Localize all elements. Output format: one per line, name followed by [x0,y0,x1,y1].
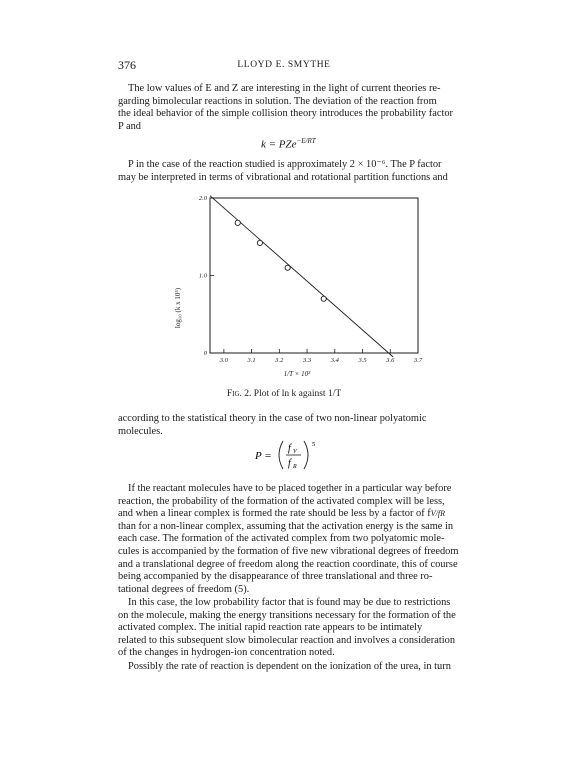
equation-p-num-sub: V [293,449,297,455]
data-point [321,296,326,301]
equation-p-den-sub: R [293,464,297,470]
equation-p-exponent: 5 [312,441,316,448]
page-number: 376 [118,58,136,72]
left-paren [279,441,283,469]
caption-text: Plot of ln k against 1/T [253,389,342,399]
text-line: and a translational degree of freedom along the reaction coordinate, this of course [118,558,458,570]
equation-p-den: f [288,458,291,469]
text-line: molecules. [118,425,163,437]
factor-line-text: and when a linear complex is formed the rate should be less by a factor of f [118,508,431,520]
x-tick-label: 3.3 [303,357,312,364]
figure-caption [0,389,568,399]
text-line: than for a non-linear complex, assuming that the activation energy is the same in [118,520,454,532]
text-line: cules is accompanied by the formation of five new vibrational degrees of freedom [118,545,459,557]
equation-p-lhs: P = [255,450,272,462]
text-line: Possibly the rate of reaction is dependent on the ionization of the urea, in turn [128,661,451,672]
x-tick-label: 3.5 [358,357,367,364]
x-axis-label: 1/T × 10³ [283,370,311,378]
x-tick-label: 3.6 [386,357,395,364]
caption-label: Fig. 2. [226,389,252,399]
text-line: related to this subsequent slow bimolecular reaction and involves a consideration [118,634,456,646]
data-point [257,240,262,245]
data-point [235,220,240,225]
equation-p-num: f [288,443,291,454]
y-axis-label: log₁₀ (k x 10⁵) [174,287,182,329]
y-tick-label: 0 [203,350,207,357]
x-tick-label: 3.2 [275,357,284,364]
paragraph-2 [118,159,489,184]
text-line: The low values of E and Z are interesting in the light of current theories re- [128,83,441,94]
y-tick-label: 1.0 [198,272,207,280]
plot-frame [210,198,418,353]
text-line: activated complex. The initial rapid reaction rate appears to be intimately [118,622,423,634]
equation-p [255,437,375,473]
text-line: of the changes in hydrogen-ion concentration noted. [118,647,335,659]
equation-k-exponent: −E/RT [296,137,316,145]
x-tick-label: 3.1 [247,357,256,364]
equation-k-text: k = PZe [261,138,297,151]
paragraph-1 [118,83,489,133]
equation-k [261,137,316,151]
text-line: according to the statistical theory in the case of two non-linear polyatomic [118,413,427,424]
data-point [285,265,290,270]
text-line: P and [118,120,141,132]
x-tick-label: 3.4 [330,357,339,364]
text-line: the ideal behavior of the simple collision theory introduces the probability factor [118,108,454,120]
text-line: may be interpreted in terms of vibrational and rotational partition functions and [118,171,448,183]
figure-plot [0,190,568,390]
x-tick-label: 3.7 [413,357,423,364]
text-line: being accompanied by the disappearance of three translational and three ro- [118,571,433,583]
running-header: LLOYD E. SMYTHE [237,60,331,70]
text-line: tational degrees of freedom (5). [118,583,250,595]
text-line: each case. The formation of the activated complex from two polyatomic mole- [118,533,445,545]
right-paren [304,441,308,469]
text-line: If the reactant molecules have to be placed together in a particular way before [128,483,452,494]
text-line [118,508,489,521]
factor-line-tail: V/fR [430,509,445,519]
x-tick-label: 3.0 [219,357,228,364]
text-line: In this case, the low probability factor that is found may be due to restrictions [128,597,451,608]
text-line: on the molecule, making the energy transitions necessary for the formation of the [118,609,456,621]
paragraph-3 [118,413,489,438]
text-line: P in the case of the reaction studied is approximately 2 × 10⁻⁶. The P factor [128,159,442,170]
text-line: reaction, the probability of the formation of the activated complex will be less, [118,495,445,507]
y-tick-label: 2.0 [198,195,207,202]
paragraph-6 [118,661,489,674]
text-line: garding bimolecular reactions in solution. The deviation of the reaction from [118,95,437,107]
paragraph-4 [118,483,489,596]
paragraph-5 [118,597,489,660]
